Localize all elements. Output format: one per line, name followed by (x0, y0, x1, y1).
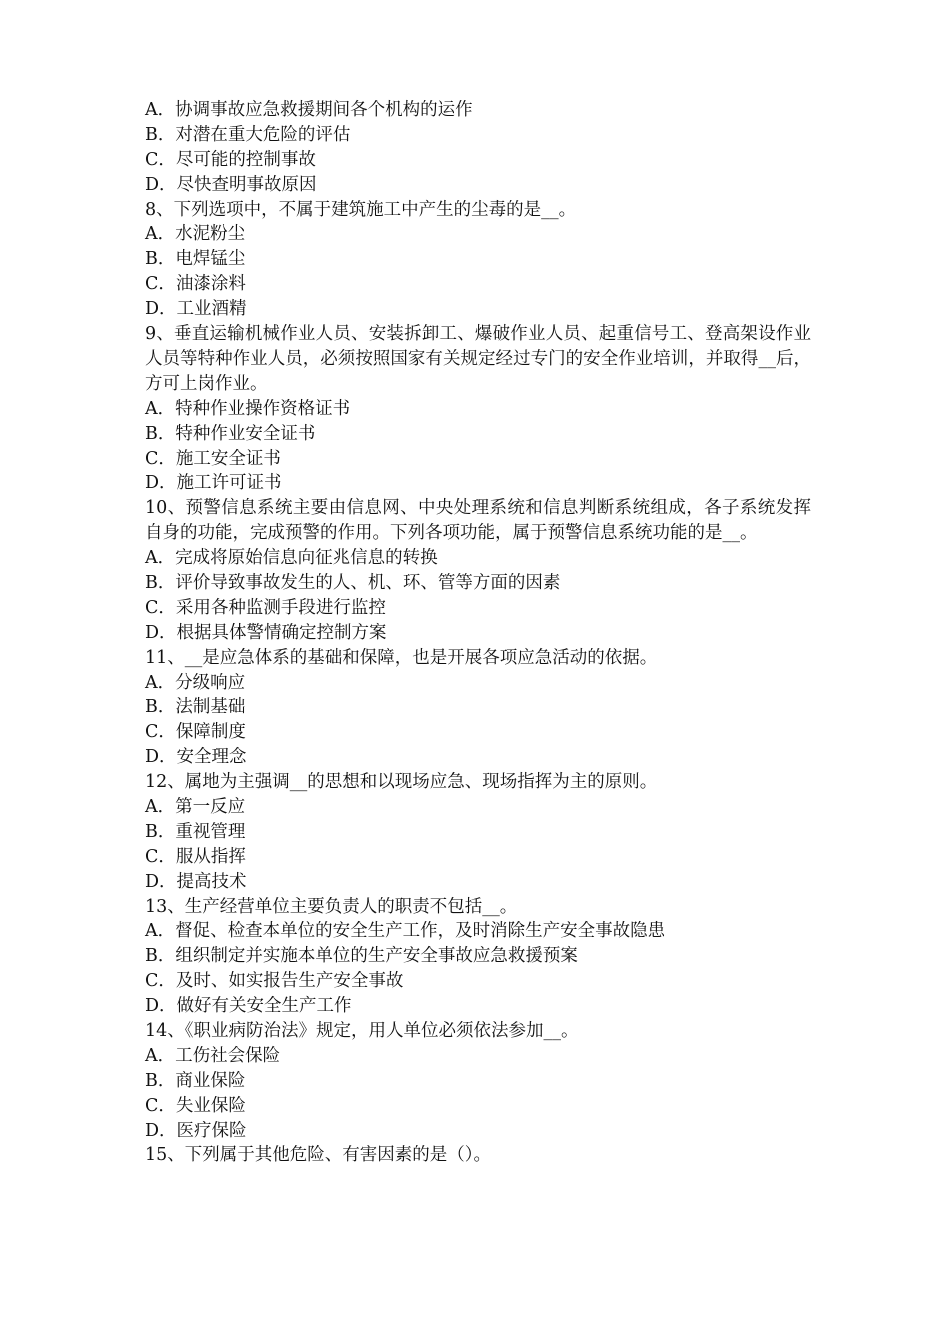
option-line: B．对潜在重大危险的评估 (145, 124, 351, 145)
option-line: A．督促、检查本单位的安全生产工作，及时消除生产安全事故隐患 (145, 921, 666, 942)
option-line: C．保障制度 (145, 722, 246, 743)
option-line: C．尽可能的控制事故 (145, 149, 316, 170)
option-line: B．法制基础 (145, 697, 246, 718)
option-line: A．特种作业操作资格证书 (145, 398, 351, 419)
option-line: D．做好有关安全生产工作 (145, 996, 352, 1017)
option-line: D．尽快查明事故原因 (145, 174, 317, 195)
question-line: 9、垂直运输机械作业人员、安装拆卸工、爆破作业人员、起重信号工、登高架设作业人员等特种作业人员，必须按照国家有关规定经过专门的安全作业培训，并取得__后，方可上岗作业。 (145, 324, 811, 394)
question-line: 15、下列属于其他危险、有害因素的是（）。 (145, 1145, 492, 1166)
option-line: B．评价导致事故发生的人、机、环、管等方面的因素 (145, 573, 561, 593)
option-line: A．完成将原始信息向征兆信息的转换 (145, 548, 438, 569)
option-line: C．失业保险 (145, 1095, 246, 1116)
option-line: A．分级响应 (145, 672, 246, 693)
question-line: 14、《职业病防治法》规定，用人单位必须依法参加__。 (145, 1021, 579, 1042)
question-line: 13、生产经营单位主要负责人的职责不包括__。 (145, 896, 518, 917)
question-line: 10、预警信息系统主要由信息网、中央处理系统和信息判断系统组成，各子系统发挥自身的功能，完成预警的作用。下列各项功能，属于预警信息系统功能的是__。 (145, 498, 811, 544)
option-line: C．油漆涂料 (145, 274, 246, 295)
option-line: C．采用各种监测手段进行监控 (145, 597, 386, 618)
option-line: B．商业保险 (145, 1070, 246, 1091)
option-line: D．医疗保险 (145, 1120, 247, 1141)
question-line: 8、下列选项中，不属于建筑施工中产生的尘毒的是__。 (145, 199, 577, 220)
option-line: D．根据具体警情确定控制方案 (145, 622, 387, 643)
option-line: A．第一反应 (145, 797, 246, 818)
question-line: 11、__是应急体系的基础和保障，也是开展各项应急活动的依据。 (145, 647, 658, 668)
option-line: D．工业酒精 (145, 299, 247, 320)
option-line: A．工伤社会保险 (145, 1045, 281, 1066)
question-line: 12、属地为主强调__的思想和以现场应急、现场指挥为主的原则。 (145, 772, 658, 793)
option-line: B．组织制定并实施本单位的生产安全事故应急救援预案 (145, 946, 578, 967)
option-line: C．及时、如实报告生产安全事故 (145, 971, 404, 992)
option-line: A．水泥粉尘 (145, 224, 246, 245)
option-line: B．电焊锰尘 (145, 249, 246, 270)
option-line: D．安全理念 (145, 747, 247, 768)
option-line: A．协调事故应急救援期间各个机构的运作 (145, 100, 473, 120)
option-line: D．施工许可证书 (145, 473, 282, 494)
document-body (145, 98, 811, 1168)
option-line: C．服从指挥 (145, 846, 246, 867)
option-line: B．重视管理 (145, 821, 246, 842)
option-line: C．施工安全证书 (145, 448, 281, 469)
option-line: B．特种作业安全证书 (145, 423, 316, 444)
option-line: D．提高技术 (145, 871, 247, 892)
